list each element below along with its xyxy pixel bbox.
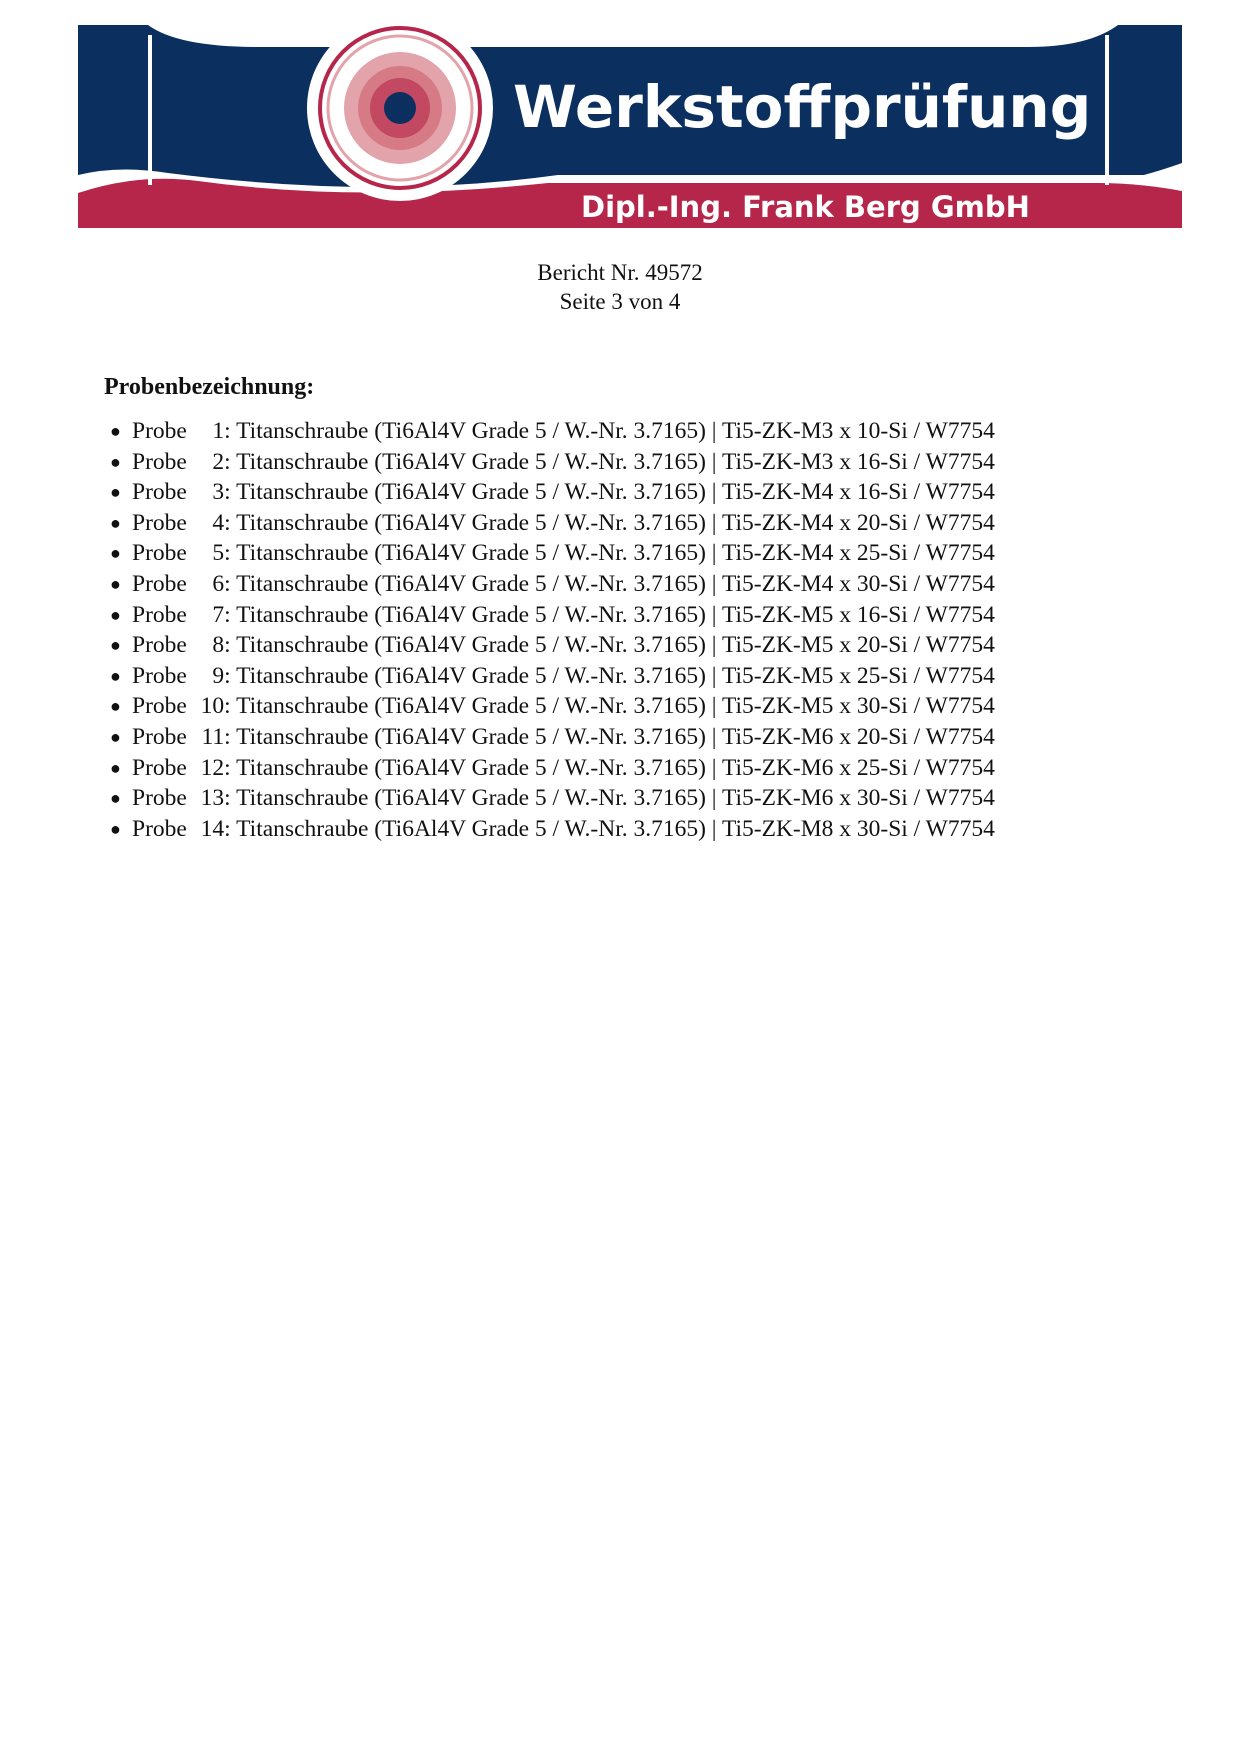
item-text: Titanschraube (Ti6Al4V Grade 5 / W.-Nr. 3.7165) | Ti5-ZK-M6 x 25-Si / W7754 (236, 754, 995, 781)
list-item (104, 630, 995, 661)
bullet-icon: ● (110, 421, 121, 441)
bullet-icon: ● (110, 573, 121, 594)
item-number: 14: (200, 815, 231, 842)
item-text: Titanschraube (Ti6Al4V Grade 5 / W.-Nr. 3.7165) | Ti5-ZK-M4 x 30-Si / W7754 (236, 570, 995, 597)
section-title: Probenbezeichnung: (104, 374, 315, 400)
bullet-icon: ● (110, 482, 121, 503)
item-label: Probe (132, 479, 187, 506)
banner-graphic (78, 25, 1182, 228)
item-text: Titanschraube (Ti6Al4V Grade 5 / W.-Nr. 3.7165) | Ti5-ZK-M6 x 30-Si / W7754 (236, 785, 995, 812)
page-indicator: Seite 3 von 4 (559, 289, 681, 314)
item-label: Probe (132, 662, 187, 689)
list-item (104, 569, 995, 600)
item-text: Titanschraube (Ti6Al4V Grade 5 / W.-Nr. 3.7165) | Ti5-ZK-M5 x 30-Si / W7754 (236, 693, 995, 720)
item-number: 9: (212, 662, 231, 689)
item-label: Probe (132, 540, 187, 567)
item-text: Titanschraube (Ti6Al4V Grade 5 / W.-Nr. 3.7165) | Ti5-ZK-M5 x 25-Si / W7754 (236, 662, 995, 689)
item-number: 8: (212, 632, 231, 659)
item-label: Probe (132, 448, 187, 475)
bullet-icon: ● (110, 512, 121, 533)
item-label: Probe (132, 693, 187, 720)
item-text: Titanschraube (Ti6Al4V Grade 5 / W.-Nr. 3.7165) | Ti5-ZK-M3 x 10-Si / W7754 (236, 418, 995, 444)
company-banner (78, 25, 1182, 228)
item-label: Probe (132, 754, 187, 781)
brand-subtitle: Dipl.-Ing. Frank Berg GmbH (581, 190, 1030, 224)
item-text: Titanschraube (Ti6Al4V Grade 5 / W.-Nr. 3.7165) | Ti5-ZK-M4 x 25-Si / W7754 (236, 540, 995, 567)
list-item (104, 447, 995, 478)
list-item (104, 538, 995, 569)
list-item (104, 753, 995, 784)
list-item (104, 477, 995, 508)
item-number: 2: (212, 448, 231, 475)
item-label: Probe (132, 632, 187, 659)
item-number: 13: (200, 785, 231, 812)
brand-title: Werkstoffprüfung (513, 73, 1092, 141)
item-text: Titanschraube (Ti6Al4V Grade 5 / W.-Nr. 3.7165) | Ti5-ZK-M4 x 16-Si / W7754 (236, 479, 995, 506)
item-label: Probe (132, 815, 187, 842)
item-number: 11: (201, 723, 231, 750)
list-item (104, 416, 995, 447)
list-item (104, 783, 995, 814)
bullet-icon: ● (110, 635, 121, 656)
item-number: 4: (212, 509, 231, 536)
item-text: Titanschraube (Ti6Al4V Grade 5 / W.-Nr. 3.7165) | Ti5-ZK-M3 x 16-Si / W7754 (236, 448, 995, 475)
item-number: 12: (200, 754, 231, 781)
item-text: Titanschraube (Ti6Al4V Grade 5 / W.-Nr. 3.7165) | Ti5-ZK-M4 x 20-Si / W7754 (236, 509, 995, 536)
item-number: 10: (200, 693, 231, 720)
list-item (104, 814, 995, 845)
bullet-icon: ● (110, 757, 121, 778)
bullet-icon: ● (110, 818, 121, 839)
item-number: 6: (212, 570, 231, 597)
list-item (104, 508, 995, 539)
sample-list (104, 416, 995, 844)
item-label: Probe (132, 785, 187, 812)
item-text: Titanschraube (Ti6Al4V Grade 5 / W.-Nr. 3.7165) | Ti5-ZK-M5 x 20-Si / W7754 (236, 632, 995, 659)
right-bar (1105, 35, 1109, 185)
item-number: 5: (212, 540, 231, 567)
list-item (104, 661, 995, 692)
item-number: 3: (212, 479, 231, 506)
item-text: Titanschraube (Ti6Al4V Grade 5 / W.-Nr. 3.7165) | Ti5-ZK-M6 x 20-Si / W7754 (236, 723, 995, 750)
bullet-icon: ● (110, 451, 121, 472)
item-text: Titanschraube (Ti6Al4V Grade 5 / W.-Nr. 3.7165) | Ti5-ZK-M8 x 30-Si / W7754 (236, 815, 995, 842)
bullet-icon: ● (110, 604, 121, 625)
item-label: Probe (132, 509, 187, 536)
bullet-icon: ● (110, 665, 121, 686)
left-bar (148, 35, 152, 185)
item-text: Titanschraube (Ti6Al4V Grade 5 / W.-Nr. 3.7165) | Ti5-ZK-M5 x 16-Si / W7754 (236, 601, 995, 628)
list-item (104, 600, 995, 631)
bullet-icon: ● (110, 543, 121, 564)
bullet-icon: ● (110, 726, 121, 747)
item-number: 1: (212, 418, 231, 444)
bullet-icon: ● (110, 696, 121, 717)
item-label: Probe (132, 570, 187, 597)
bullet-icon: ● (110, 788, 121, 809)
report-number: Bericht Nr. 49572 (537, 260, 703, 285)
list-item (104, 722, 995, 753)
report-header (0, 258, 1240, 316)
item-label: Probe (132, 723, 187, 750)
item-label: Probe (132, 601, 187, 628)
item-label: Probe (132, 418, 187, 444)
item-number: 7: (212, 601, 231, 628)
list-item (104, 691, 995, 722)
